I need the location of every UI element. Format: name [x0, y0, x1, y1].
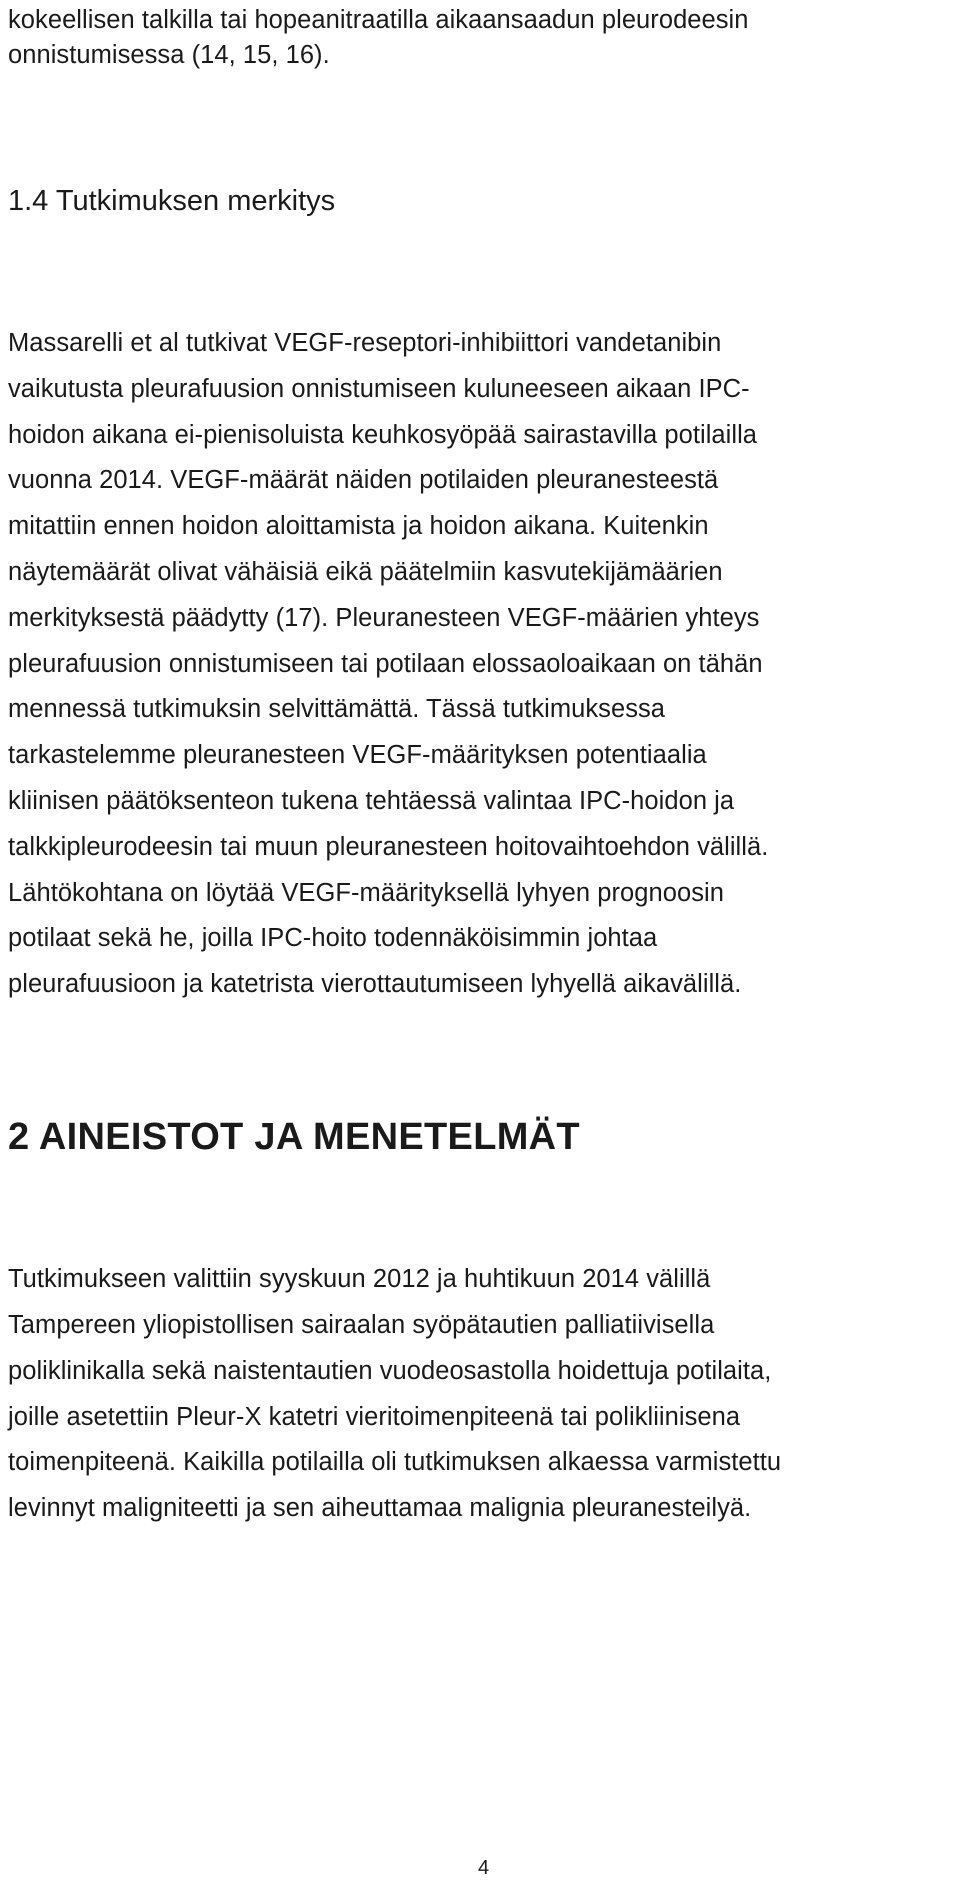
body-text-line: Lähtökohtana on löytää VEGF-määrityksellä lyhyen prognoosin — [8, 879, 724, 907]
section-heading-2: 2 AINEISTOT JA MENETELMÄT — [8, 1116, 580, 1158]
body-text-line: poliklinikalla sekä naistentautien vuodeosastolla hoidettuja potilaita, — [8, 1357, 772, 1385]
body-text-line: Tampereen yliopistollisen sairaalan syöpätautien palliatiivisella — [8, 1311, 715, 1339]
body-text-line: kokeellisen talkilla tai hopeanitraatilla aikaansaadun pleurodeesin — [8, 6, 749, 34]
body-text-line: vaikutusta pleurafuusion onnistumiseen kuluneeseen aikaan IPC- — [8, 375, 750, 403]
body-text-line: Tutkimukseen valittiin syyskuun 2012 ja huhtikuun 2014 välillä — [8, 1265, 711, 1293]
body-text-line: pleurafuusion onnistumiseen tai potilaan elossaoloaikaan on tähän — [8, 650, 763, 678]
body-text-line: joille asetettiin Pleur-X katetri vieritoimenpiteenä tai polikliinisena — [8, 1403, 741, 1431]
body-text-line: vuonna 2014. VEGF-määrät näiden potilaiden pleuranesteestä — [8, 466, 719, 494]
body-text-line: potilaat sekä he, joilla IPC-hoito todennäköisimmin johtaa — [8, 924, 658, 952]
page-number: 4 — [478, 1857, 490, 1879]
body-text-line: hoidon aikana ei-pienisoluista keuhkosyöpää sairastavilla potilailla — [8, 421, 758, 449]
section-heading-1-4: 1.4 Tutkimuksen merkitys — [8, 185, 336, 217]
body-text-line: näytemäärät olivat vähäisiä eikä päätelmiin kasvutekijämäärien — [8, 558, 723, 586]
body-text-line: toimenpiteenä. Kaikilla potilailla oli tutkimuksen alkaessa varmistettu — [8, 1448, 782, 1476]
body-text-line: pleurafuusioon ja katetrista vierottautumiseen lyhyellä aikavälillä. — [8, 970, 742, 998]
body-text-line: merkityksestä päädytty (17). Pleuranesteen VEGF-määrien yhteys — [8, 604, 760, 632]
body-text-line: kliinisen päätöksenteon tukena tehtäessä valintaa IPC-hoidon ja — [8, 787, 735, 815]
body-text-line: mennessä tutkimuksin selvittämättä. Tässä tutkimuksessa — [8, 695, 666, 723]
body-text-line: tarkastelemme pleuranesteen VEGF-määrityksen potentiaalia — [8, 741, 707, 769]
body-text-line: Massarelli et al tutkivat VEGF-reseptori-inhibiittori vandetanibin — [8, 329, 722, 357]
body-text-line: onnistumisessa (14, 15, 16). — [8, 41, 330, 69]
body-text-line: talkkipleurodeesin tai muun pleuranesteen hoitovaihtoehdon välillä. — [8, 833, 769, 861]
body-text-line: levinnyt maligniteetti ja sen aiheuttamaa malignia pleuranesteilyä. — [8, 1494, 752, 1522]
body-text-line: mitattiin ennen hoidon aloittamista ja hoidon aikana. Kuitenkin — [8, 512, 709, 540]
document-page — [8, 0, 952, 1890]
